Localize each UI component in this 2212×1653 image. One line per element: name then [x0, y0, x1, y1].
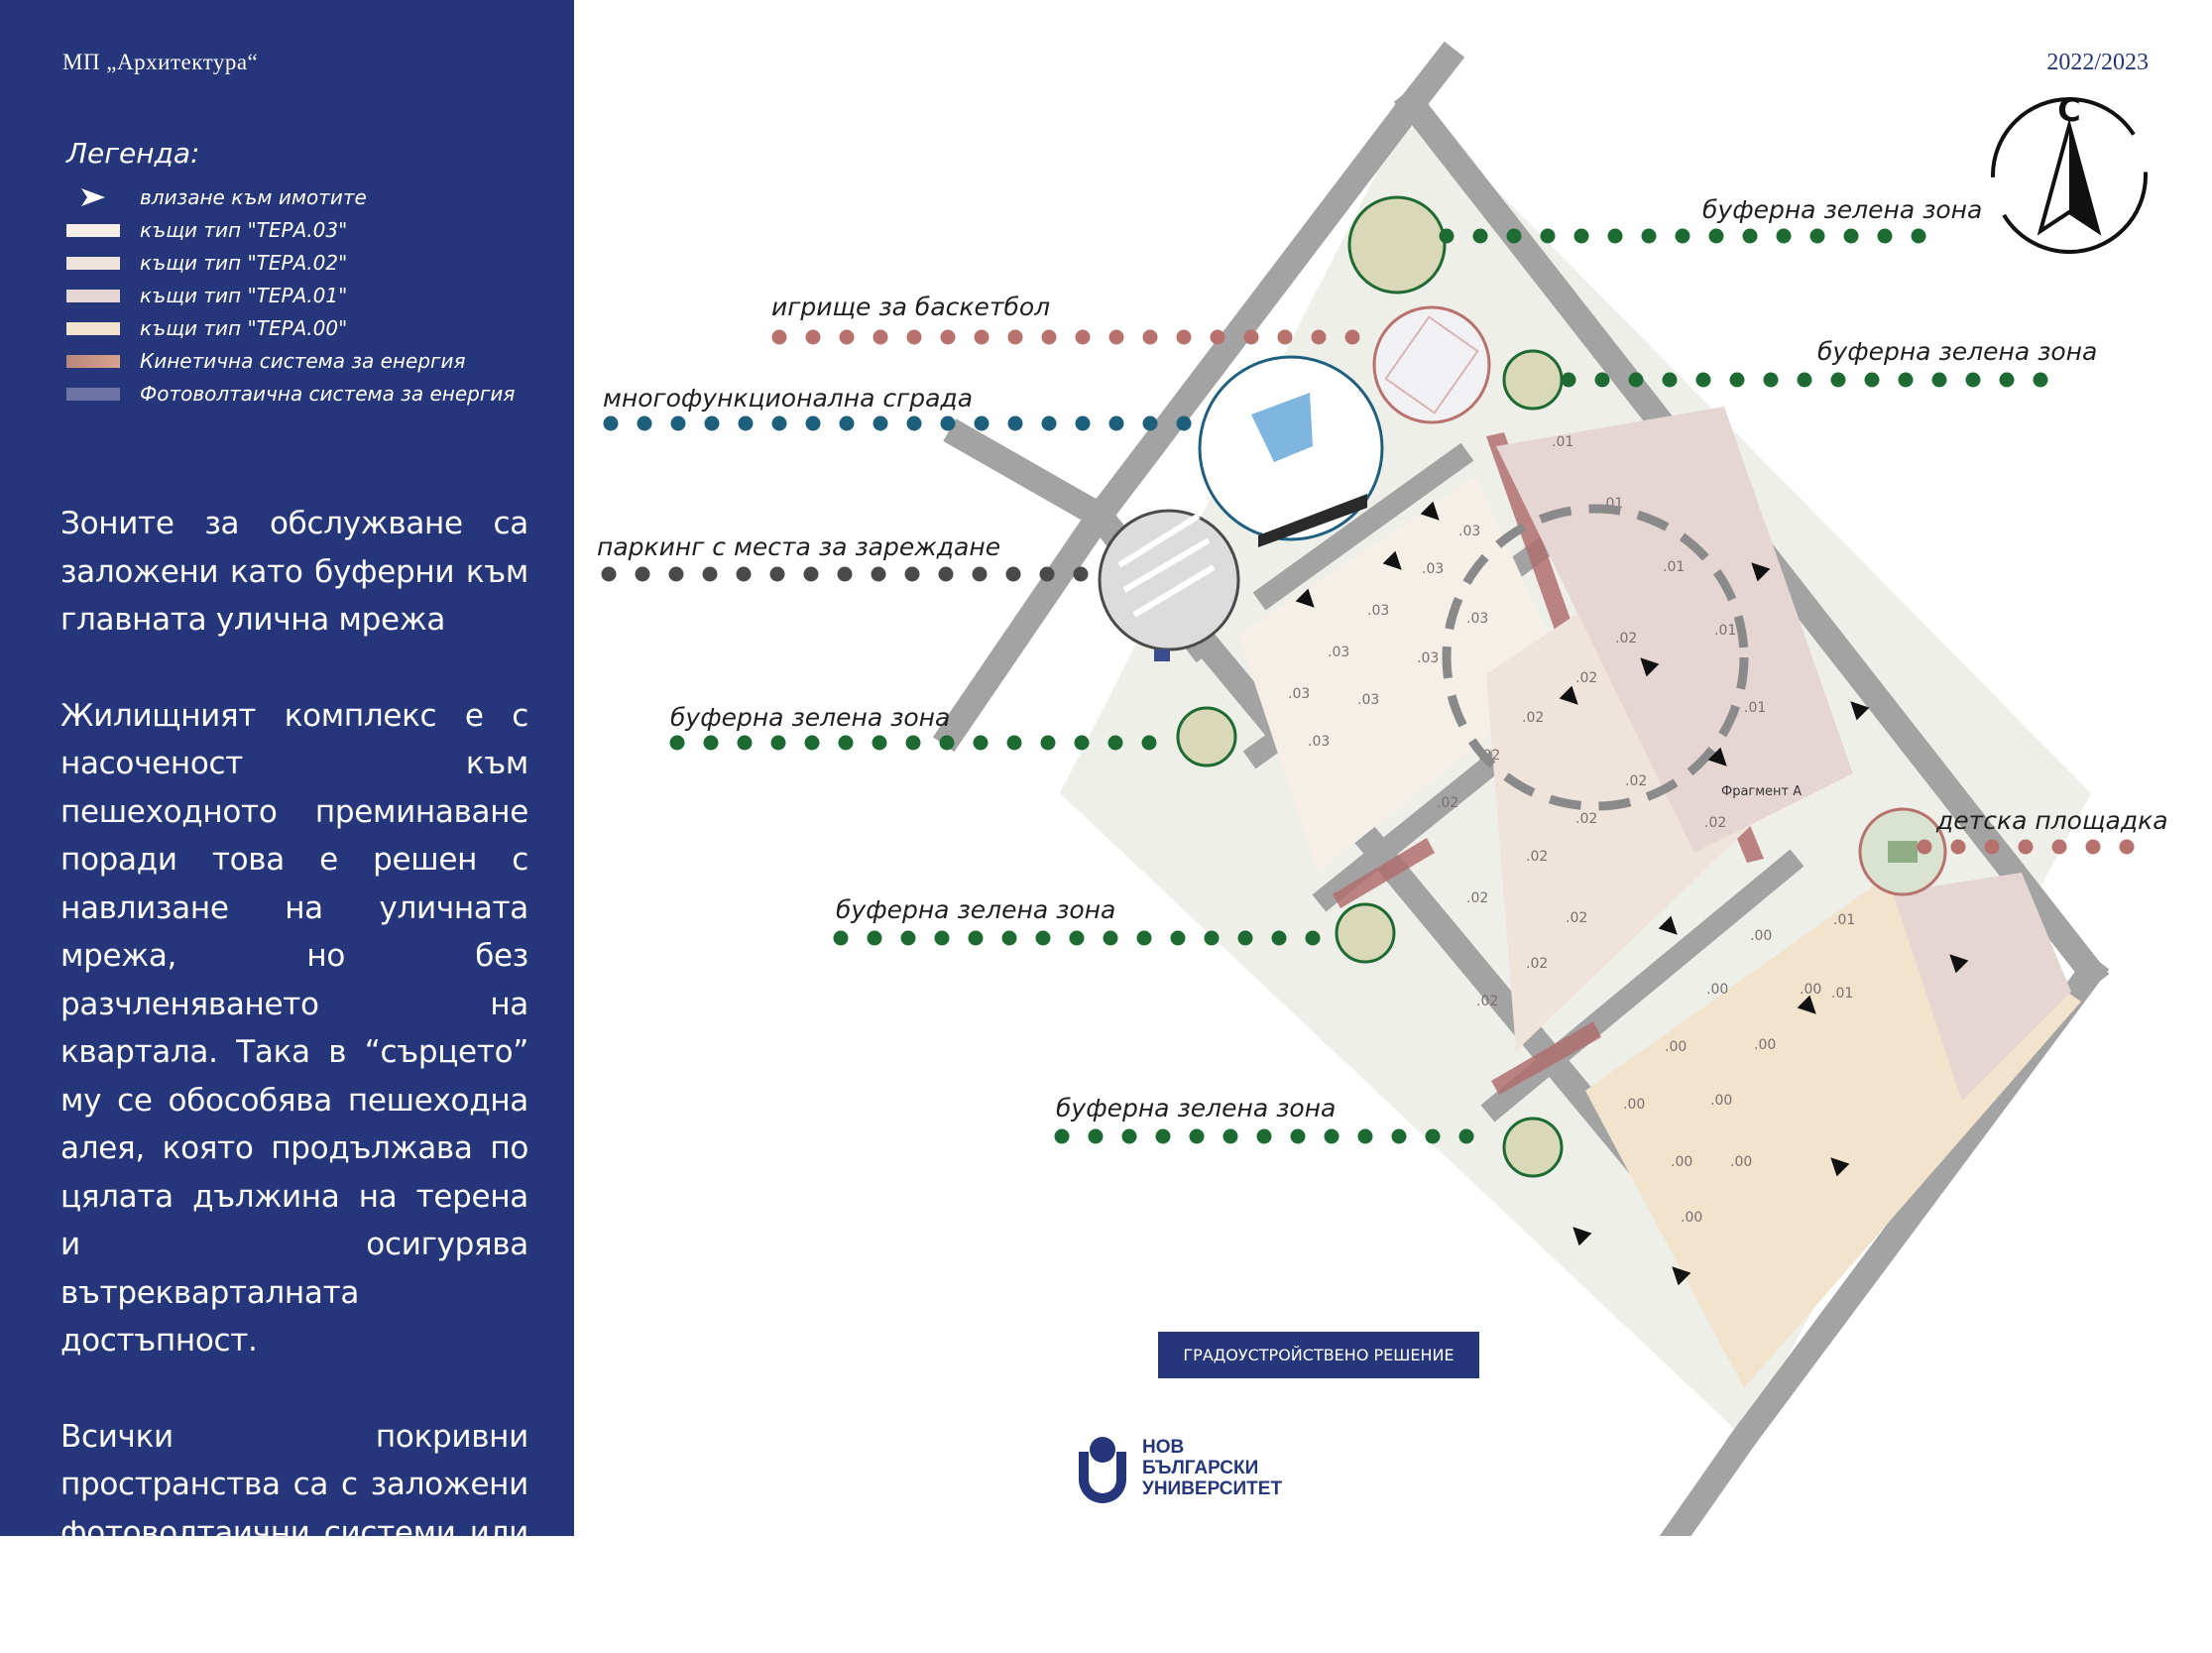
university-name-line: БЪЛГАРСКИ	[1142, 1457, 1259, 1478]
legend-swatch	[66, 290, 120, 302]
house-label: .00	[1800, 982, 1822, 998]
house-label: .00	[1665, 1039, 1688, 1055]
legend-item-label: къщи тип "ТЕРА.03"	[140, 218, 348, 242]
house-label: .01	[1714, 623, 1737, 639]
house-label: .02	[1437, 795, 1459, 811]
university-name-line: УНИВЕРСИТЕТ	[1142, 1477, 1283, 1499]
label-playground: детска площадка	[1936, 806, 2168, 835]
buffer-circle	[1178, 708, 1235, 766]
legend-item-label: къщи тип "ТЕРА.00"	[140, 316, 348, 340]
sheet-title: ГРАДОУСТРОЙСТВЕНО РЕШЕНИЕ	[1158, 1332, 1479, 1378]
house-label: .02	[1575, 811, 1598, 827]
site-plan	[574, 0, 2212, 1536]
label-multifunctional: многофункционална сграда	[603, 384, 974, 413]
label-buffer-zone: буферна зелена зона	[1702, 195, 1983, 224]
label-buffer-zone: буферна зелена зона	[670, 703, 951, 732]
north-compass-icon	[1993, 91, 2146, 252]
basketball-court	[1374, 307, 1489, 422]
house-label: .00	[1750, 928, 1773, 944]
buffer-circle	[1349, 197, 1445, 293]
course-label: МП „Архитектура“	[62, 50, 259, 74]
house-label: .03	[1417, 650, 1440, 666]
legend-item-label: Кинетична система за енергия	[140, 349, 466, 373]
compass-letter: С	[2057, 91, 2081, 129]
house-label: .03	[1458, 524, 1481, 539]
house-label: .02	[1522, 710, 1545, 726]
house-label: .00	[1730, 1154, 1753, 1170]
paragraph: Всички покривни пространства са с заложени фотоволтаични системи или озеленяване.	[60, 1418, 528, 1598]
house-label: .02	[1466, 890, 1489, 906]
legend-item-tera02	[66, 250, 347, 276]
house-label: .02	[1526, 956, 1549, 972]
house-label: .03	[1466, 611, 1489, 627]
buffer-circle	[1504, 351, 1562, 409]
legend-swatch	[66, 322, 120, 335]
fragment-label: Фрагмент А	[1721, 784, 1803, 799]
legend-item-tera00	[66, 315, 347, 341]
legend-item-label: влизане към имотите	[140, 185, 367, 209]
house-label: .01	[1663, 559, 1686, 575]
house-label: .01	[1601, 496, 1624, 512]
legend-item-entrance	[66, 184, 367, 210]
house-label: .01	[1744, 700, 1767, 716]
legend-swatch	[66, 224, 120, 237]
house-label: .02	[1704, 815, 1727, 831]
house-label: .02	[1476, 994, 1499, 1009]
label-basketball: игрище за баскетбол	[771, 293, 1051, 321]
house-label: .02	[1615, 631, 1638, 647]
house-label: .00	[1623, 1097, 1646, 1113]
paragraph: Зоните за обслужване са заложени като буферни към главната улична мрежа	[60, 506, 528, 638]
buffer-circle	[1504, 1119, 1562, 1176]
house-label: .00	[1681, 1210, 1703, 1226]
house-label: .02	[1575, 670, 1598, 686]
legend-item-label: Фотоволтаична система за енергия	[140, 382, 516, 406]
sidebar	[0, 0, 574, 1598]
house-label: .00	[1710, 1093, 1733, 1109]
buffer-circle	[1337, 904, 1394, 962]
legend-swatch	[66, 257, 120, 270]
legend-item-photovoltaic	[66, 381, 515, 407]
house-label: .02	[1625, 773, 1648, 789]
house-label: .03	[1288, 686, 1311, 702]
label-buffer-zone: буферна зелена зона	[1817, 337, 2098, 366]
house-label: .03	[1367, 603, 1390, 619]
house-label: .03	[1328, 645, 1350, 660]
paragraph: Жилищният комплекс е с насоченост към пешеходното преминаване поради това е решен с навлизане на уличната мрежа, но без разчленяването на квартала. Така в “сърцето” му се обособява пешеходна алея, която продължава по цялата дължина на терена и осигурява вътрекварталната достъпност.	[60, 697, 528, 1358]
legend-item-label: къщи тип "ТЕРА.02"	[140, 251, 348, 275]
house-label: .00	[1671, 1154, 1693, 1170]
house-label: .02	[1478, 748, 1501, 764]
label-buffer-zone: буферна зелена зона	[836, 895, 1116, 924]
legend-item-tera03	[66, 217, 347, 243]
house-label: .02	[1526, 849, 1549, 865]
university-logo	[1077, 1432, 1282, 1503]
house-label: .01	[1552, 434, 1574, 450]
house-label: .00	[1754, 1037, 1777, 1053]
university-name-line: НОВ	[1142, 1436, 1185, 1458]
university-name	[1142, 1437, 1282, 1499]
house-label: .01	[1833, 912, 1856, 928]
year-label: 2022/2023	[2046, 50, 2149, 75]
house-label: .02	[1566, 910, 1588, 926]
description-text	[60, 500, 528, 1653]
house-label: .03	[1422, 561, 1445, 577]
legend-item-kinetic	[66, 348, 466, 374]
house-label: .03	[1308, 734, 1331, 750]
legend-swatch	[66, 355, 120, 368]
legend-item-tera01	[66, 283, 347, 308]
arrow-icon	[66, 188, 120, 206]
legend-item-label: къщи тип "ТЕРА.01"	[140, 284, 348, 307]
label-buffer-zone: буферна зелена зона	[1056, 1094, 1337, 1122]
house-label: .00	[1706, 982, 1729, 998]
label-parking: паркинг с места за зареждане	[597, 532, 1001, 561]
playground	[1860, 809, 1945, 894]
legend-title: Легенда:	[66, 137, 200, 170]
house-label: .03	[1357, 692, 1380, 708]
legend-swatch	[66, 388, 120, 401]
house-label: .01	[1831, 986, 1854, 1002]
university-emblem-icon	[1077, 1432, 1128, 1503]
